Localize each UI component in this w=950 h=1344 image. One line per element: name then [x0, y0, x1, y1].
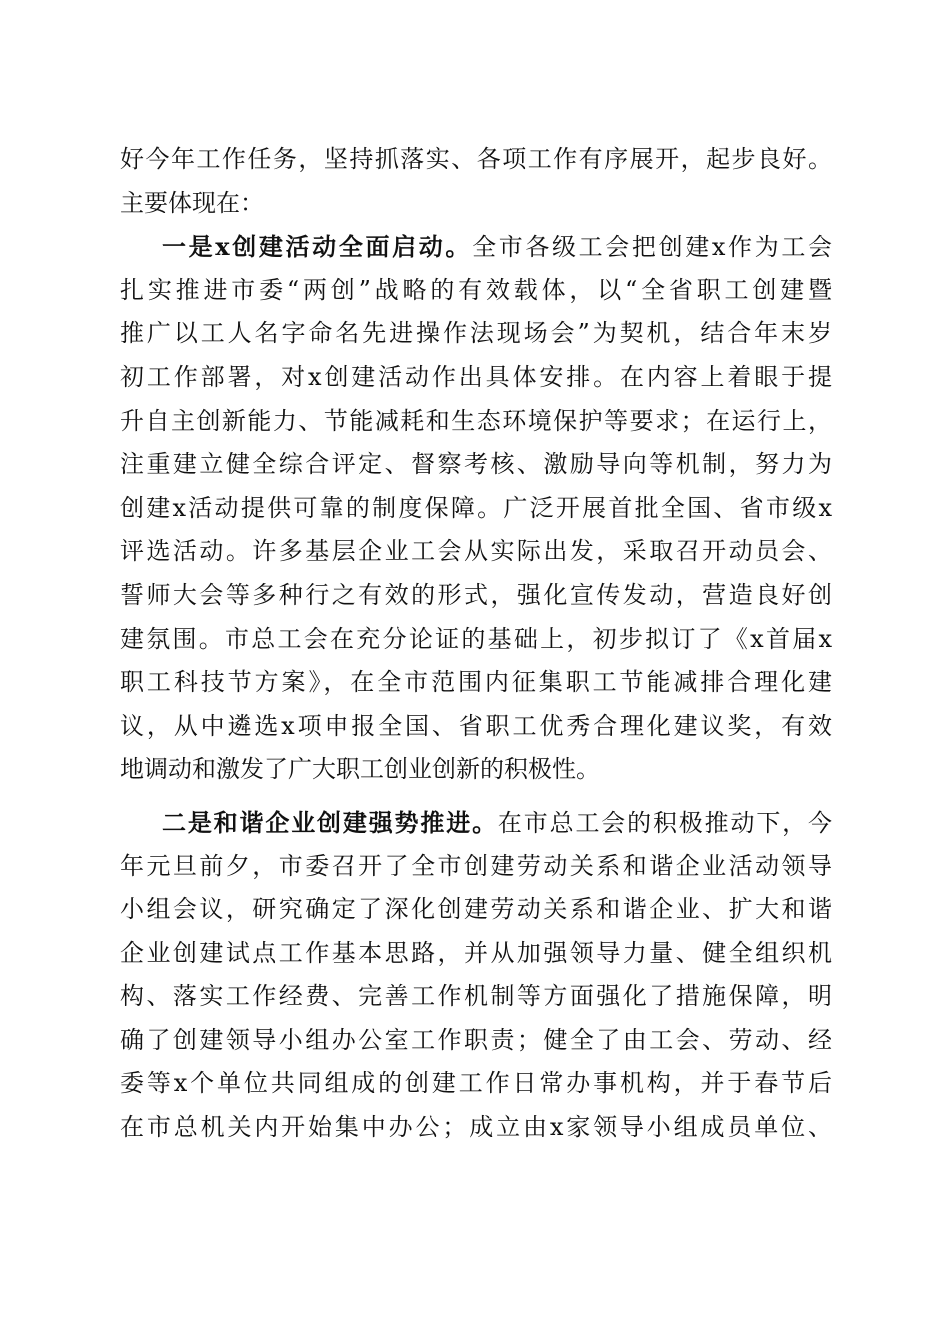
text-line: 扎实推进市委“两创”战略的有效载体，以“全省职工创建暨: [120, 275, 832, 304]
text-line: 小组会议，研究确定了深化创建劳动关系和谐企业、扩大和谐: [120, 895, 832, 924]
text-line: 初工作部署，对x创建活动作出具体安排。在内容上着眼于提: [120, 362, 832, 391]
text-line: 建氛围。市总工会在充分论证的基础上，初步拟订了《x首届x: [120, 624, 832, 653]
text-line: 确了创建领导小组办公室工作职责；健全了由工会、劳动、经: [120, 1025, 832, 1054]
document-body: [120, 138, 832, 1150]
section-1-first-line: [120, 225, 832, 269]
text-line: 地调动和激发了广大职工创业创新的积极性。: [120, 755, 600, 784]
section-2-lead-text: 在市总工会的积极推动下，今: [497, 808, 833, 837]
text-line: 议，从中遴选x项申报全国、省职工优秀合理化建议奖，有效: [120, 711, 832, 740]
paragraph-gap: [120, 792, 832, 801]
text-line: 推广以工人名字命名先进操作法现场会”为契机，结合年末岁: [120, 319, 832, 348]
text-line: 主要体现在：: [120, 188, 264, 217]
text-line: 在市总机关内开始集中办公；成立由x家领导小组成员单位、: [120, 1113, 832, 1142]
section-1-heading: 一是x创建活动全面启动。: [162, 232, 473, 262]
text-line: 年元旦前夕，市委召开了全市创建劳动关系和谐企业活动领导: [120, 851, 832, 880]
section-2-first-line: [120, 801, 832, 845]
text-line: 企业创建试点工作基本思路，并从加强领导力量、健全组织机: [120, 938, 832, 967]
text-line: 注重建立健全综合评定、督察考核、激励导向等机制，努力为: [120, 450, 832, 479]
text-line: 创建x活动提供可靠的制度保障。广泛开展首批全国、省市级x: [120, 493, 832, 522]
section-1-lead-text: 全市各级工会把创建x作为工会: [472, 233, 832, 262]
text-line: 评选活动。许多基层企业工会从实际出发，采取召开动员会、: [120, 537, 832, 566]
text-line: 构、落实工作经费、完善工作机制等方面强化了措施保障，明: [120, 982, 832, 1011]
text-line: 委等x个单位共同组成的创建工作日常办事机构，并于春节后: [120, 1069, 832, 1098]
text-line: 职工科技节方案》，在全市范围内征集职工节能减排合理化建: [120, 668, 832, 697]
text-line: 誓师大会等多种行之有效的形式，强化宣传发动，营造良好创: [120, 580, 832, 609]
text-line: 好今年工作任务，坚持抓落实、各项工作有序展开，起步良好。: [120, 145, 832, 173]
text-line: 升自主创新能力、节能减耗和生态环境保护等要求；在运行上，: [120, 406, 832, 435]
section-2-heading: 二是和谐企业创建强势推进。: [162, 807, 498, 837]
